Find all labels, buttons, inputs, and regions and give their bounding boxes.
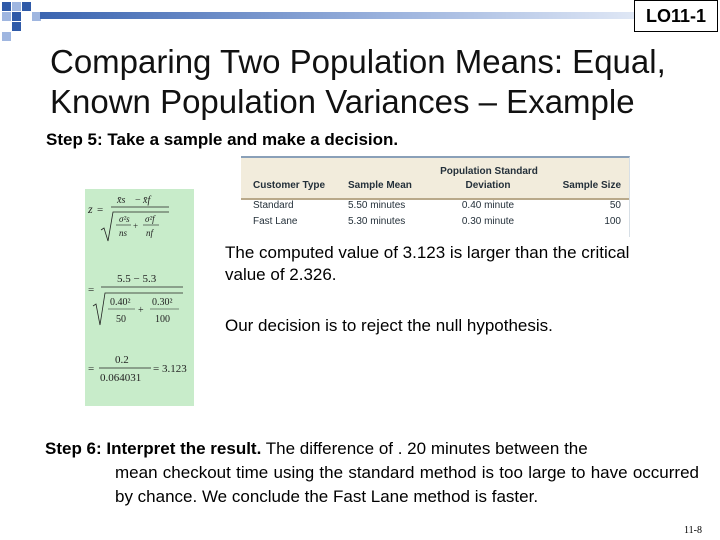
table-cell: 0.30 minute [461,216,515,227]
svg-text:=: = [88,363,95,375]
decision-text: Our decision is to reject the null hypothesis. [225,316,553,335]
formula-var-a: 0.40² [110,297,131,308]
formula-sigma-f: σ²f [145,214,155,224]
column-header: Sample Size [562,180,621,191]
table-cell: Fast Lane [253,216,298,227]
formula-num3: 0.2 [115,354,129,366]
step6-heading: Step 6: Interpret the result. [45,439,262,458]
computed-value-text: The computed value of 3.123 is larger than the critical value of 2.326. [225,243,630,284]
step6-paragraph [45,437,699,509]
table-header [241,158,629,200]
column-header: Customer Type [253,180,326,191]
table-cell: 100 [604,216,621,227]
step6-text-rest: mean checkout time using the standard method is too large to have occurred by chance. We conclude the Fast Lane method is faster. [115,463,699,506]
formula-ns: ns [119,228,128,238]
svg-text:+: + [138,305,144,316]
table-cell: 5.50 minutes [348,200,406,211]
sample-data-table [241,156,630,237]
formula-numerator: 5.5 − 5.3 [117,273,157,285]
formula-n1: 50 [116,314,126,325]
formula-sigma-s: σ²s [119,214,130,224]
formula-xf: x̄f [143,195,151,206]
step6-text-first: The difference of . 20 minutes between the [265,439,588,458]
column-header: Deviation [465,180,511,191]
column-header: Sample Mean [348,180,412,191]
formula-xs: x̄s [117,195,126,206]
slide-title: Comparing Two Population Means: Equal, Known Population Variances – Example [50,43,666,120]
svg-text:+: + [133,221,139,231]
formula-var-b: 0.30² [152,297,173,308]
page-number: 11-8 [684,525,702,536]
table-cell: 50 [609,200,621,211]
formula-result: = 3.123 [153,363,187,375]
svg-text:−: − [135,195,141,206]
header-rule [40,12,634,19]
table-cell: 5.30 minutes [348,216,406,227]
svg-text:=: = [97,204,104,216]
table-cell: Standard [253,200,294,211]
formula-nf: nf [146,228,154,238]
svg-text:=: = [88,284,95,296]
z-statistic-formula [85,189,194,406]
step5-heading: Step 5: Take a sample and make a decision. [46,130,399,149]
formula-n2: 100 [155,314,170,325]
formula-z: z [88,202,93,216]
formula-den3: 0.064031 [100,372,142,384]
table-cell: 0.40 minute [461,200,515,211]
learning-objective-badge: LO11-1 [634,0,718,32]
column-group-header: Population Standard [440,166,538,177]
